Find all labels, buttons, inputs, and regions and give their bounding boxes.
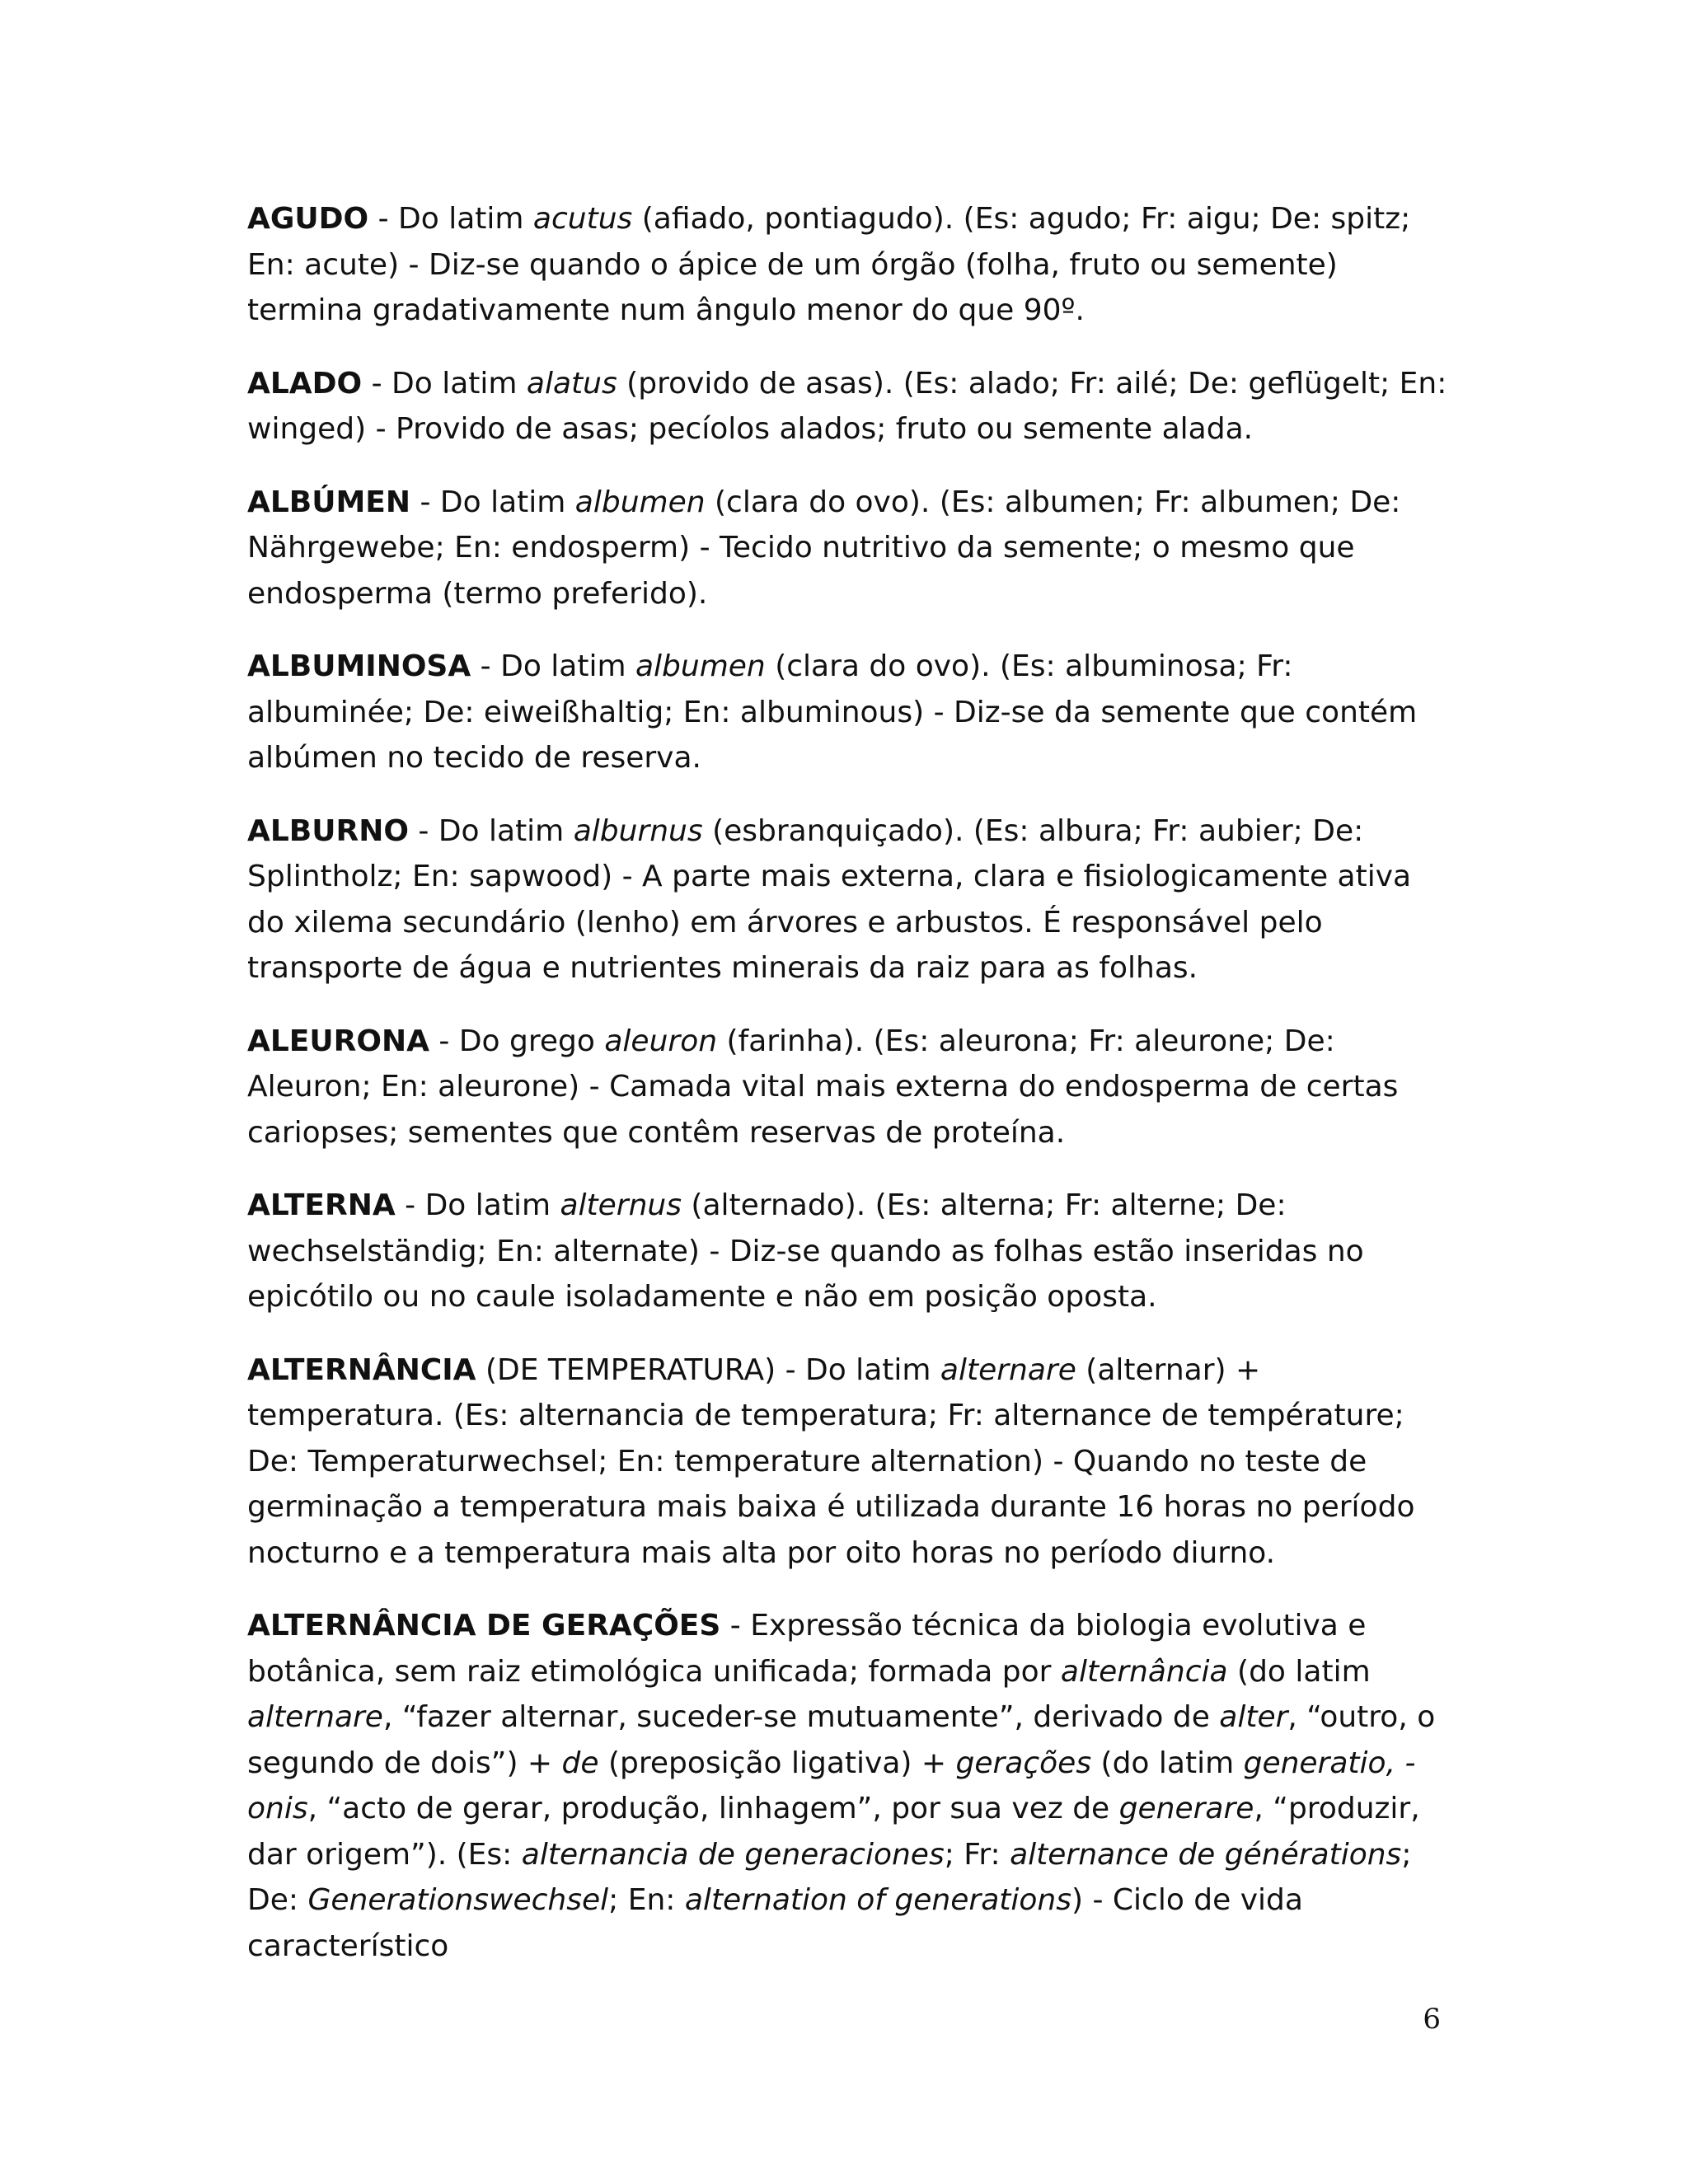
entry-text: (alternar) + temperatura. (Es: alternancia de temperatura; Fr: alternance de température; De: Temperaturwechsel; En: temperature alternation) - Quando no teste de germinação a temperatura mais baixa é utilizada durante 16 horas no período nocturno e a temperatura mais alta por oito horas no período diurno. <box>247 1352 1415 1570</box>
entry-text: (provido de asas). (Es: alado; Fr: ailé; De: geflügelt; En: winged) - Provido de asas; pecíolos alados; fruto ou semente alada. <box>247 366 1447 446</box>
glossary-entry <box>247 1183 1451 1320</box>
entry-italic-term: alternus <box>560 1188 682 1222</box>
entry-italic-term: acutus <box>532 202 633 236</box>
entry-italic-term: alter <box>1219 1700 1288 1734</box>
glossary-entry <box>247 644 1451 781</box>
entry-text: - Do latim <box>408 813 574 848</box>
glossary-entry <box>247 1603 1451 1969</box>
glossary-entries <box>247 196 1451 1996</box>
entry-text: (do latim <box>1091 1746 1244 1780</box>
entry-term: ALTERNA <box>247 1188 396 1222</box>
entry-italic-term: alternância <box>1060 1654 1228 1689</box>
entry-text: (afiado, pontiagudo). (Es: agudo; Fr: aigu; De: spitz; En: acute) - Diz-se quando o ápice de um órgão (folha, fruto ou semente) termina gradativamente num ângulo menor do que 90º. <box>247 202 1411 327</box>
entry-text: , “acto de gerar, produção, linhagem”, por sua vez de <box>307 1792 1119 1825</box>
entry-italic-term: alternance de générations <box>1010 1837 1402 1872</box>
entry-italic-term: alburnus <box>573 813 703 848</box>
entry-italic-term: alatus <box>526 366 617 401</box>
entry-text: (farinha). (Es: aleurona; Fr: aleurone; De: Aleuron; En: aleurone) - Camada vital mais externa do endosperma de certas cariopses; sementes que contêm reservas de proteína. <box>247 1024 1399 1150</box>
entry-text: - Expressão técnica da biologia evolutiva e botânica, sem raiz etimológica unificada; formada por <box>247 1609 1367 1689</box>
page-number: 6 <box>1423 2003 1441 2036</box>
entry-term: ALBUMINOSA <box>247 649 471 683</box>
entry-text: (do latim <box>1227 1654 1371 1689</box>
entry-italic-term: generare <box>1118 1792 1254 1825</box>
entry-italic-term: de <box>561 1746 599 1780</box>
entry-term: ALBURNO <box>247 813 409 848</box>
entry-term: ALBÚMEN <box>247 485 411 519</box>
entry-term: AGUDO <box>247 202 369 236</box>
entry-italic-term: alternation of generations <box>684 1883 1071 1917</box>
glossary-entry <box>247 808 1451 991</box>
entry-text: , “produzir, dar origem”). (Es: <box>247 1792 1420 1872</box>
entry-text: ) - Ciclo de vida característico <box>247 1883 1303 1963</box>
glossary-entry <box>247 480 1451 617</box>
glossary-entry <box>247 1019 1451 1156</box>
entry-italic-term: albumen <box>635 649 766 683</box>
glossary-entry <box>247 196 1451 334</box>
entry-term: ALTERNÂNCIA DE GERAÇÕES <box>247 1609 721 1643</box>
entry-text: - Do latim <box>362 366 527 401</box>
entry-text: (clara do ovo). (Es: albuminosa; Fr: albuminée; De: eiweißhaltig; En: albuminous) - Diz-se da semente que contém albúmen no tecido de reserva. <box>247 649 1418 775</box>
entry-text: - Do latim <box>410 485 575 519</box>
entry-text: ; De: <box>247 1837 1412 1917</box>
entry-text: (esbranquiçado). (Es: albura; Fr: aubier; De: Splintholz; En: sapwood) - A parte mais externa, clara e fisiologicamente ativa do xilema secundário (lenho) em árvores e arbustos. É responsável pelo transporte de água e nutrientes minerais da raiz para as folhas. <box>247 813 1412 985</box>
entry-text: - Do latim <box>471 649 635 683</box>
entry-italic-term: alternare <box>247 1700 383 1734</box>
glossary-entry <box>247 1347 1451 1577</box>
entry-term: ALADO <box>247 366 363 401</box>
entry-text: , “outro, o segundo de dois”) + <box>247 1700 1436 1780</box>
entry-italic-term: alternancia de generaciones <box>521 1837 945 1872</box>
entry-text: - Do latim <box>395 1188 560 1222</box>
entry-text: - Do grego <box>429 1024 605 1058</box>
entry-italic-term: albumen <box>574 485 706 519</box>
entry-italic-term: generatio, -onis <box>247 1746 1416 1825</box>
glossary-entry <box>247 361 1451 452</box>
entry-italic-term: Generationswechsel <box>307 1883 609 1917</box>
entry-text: (clara do ovo). (Es: albumen; Fr: albumen; De: Nährgewebe; En: endosperm) - Tecido nutritivo da semente; o mesmo que endosperma (termo preferido). <box>247 485 1401 611</box>
entry-term: ALTERNÂNCIA <box>247 1352 476 1387</box>
entry-text: ; En: <box>608 1883 685 1917</box>
entry-text: , “fazer alternar, suceder-se mutuamente”, derivado de <box>382 1700 1220 1734</box>
entry-term: ALEURONA <box>247 1024 429 1058</box>
entry-text: - Do latim <box>368 202 533 236</box>
entry-italic-term: alternare <box>940 1352 1076 1387</box>
entry-italic-term: aleuron <box>604 1024 718 1058</box>
entry-text: (preposição ligativa) + <box>598 1746 956 1780</box>
entry-text: (alternado). (Es: alterna; Fr: alterne; De: wechselständig; En: alternate) - Diz-se quando as folhas estão inseridas no epicótilo ou no caule isoladamente e não em posição oposta. <box>247 1188 1364 1314</box>
entry-text: (DE TEMPERATURA) - Do latim <box>476 1352 940 1387</box>
entry-text: ; Fr: <box>944 1837 1010 1872</box>
entry-italic-term: gerações <box>955 1746 1092 1780</box>
